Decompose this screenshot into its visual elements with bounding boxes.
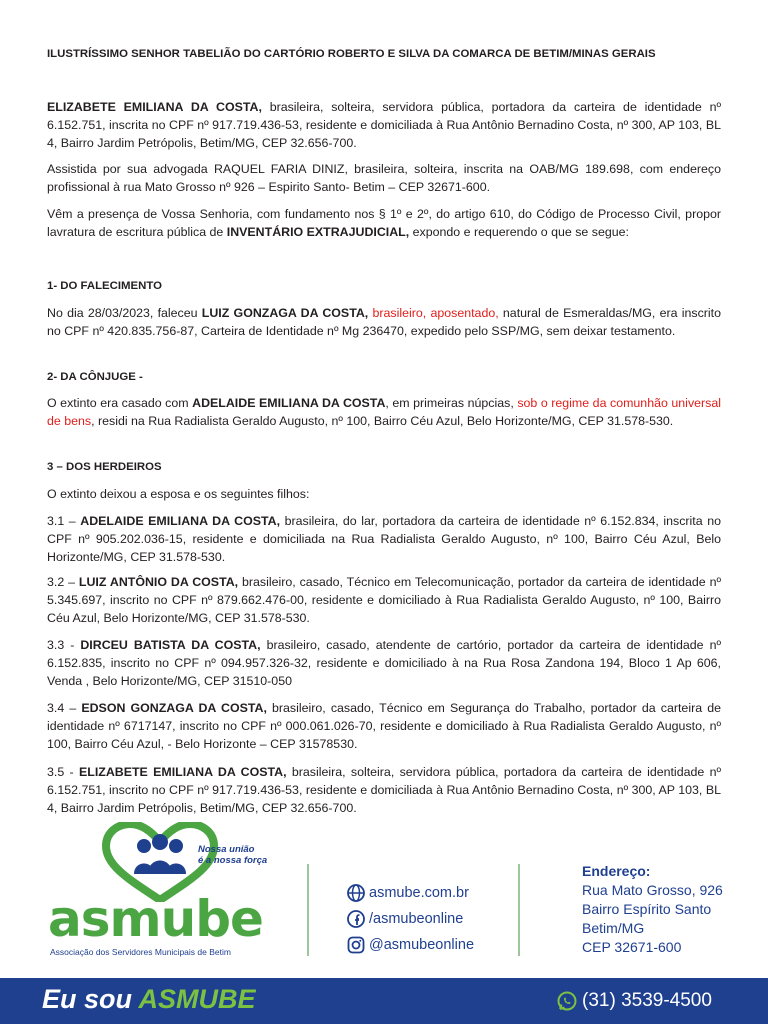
petitioner-name: ELIZABETE EMILIANA DA COSTA, xyxy=(47,100,262,114)
heir-paragraph: 3.3 - DIRCEU BATISTA DA COSTA, brasileiro, casado, atendente de cartório, portador da carteira de identidade nº 6.152.835, inscrito no CPF nº 094.957.326-32, residente e domiciliado à na Rua Rosa Zandona 194, Bloco 1 Ap 606, Venda , Belo Horizonte/MG, CEP 31510-050 xyxy=(47,638,721,688)
section-2-title: 2- DA CÔNJUGE - xyxy=(47,371,143,383)
section-3-title: 3 – DOS HERDEIROS xyxy=(47,461,162,473)
instagram-icon xyxy=(346,935,366,955)
phone-number[interactable]: (31) 3539-4500 xyxy=(556,990,712,1012)
bar-slogan: Eu sou ASMUBE xyxy=(42,984,256,1014)
instagram-link[interactable]: @asmubeonline xyxy=(346,932,474,958)
logo-slogan: Nossa união é a nossa força xyxy=(198,844,268,866)
heir-paragraph: 3.5 - ELIZABETE EMILIANA DA COSTA, brasileira, solteira, servidora pública, portadora da carteira de identidade nº 6.152.751, inscrito no CPF nº 917.719.436-53, residente e domiciliada à Rua Antônio Bernadino Costa, nº 300, AP 103, BL 4, Bairro Jardim Petrópolis, Betim/MG, CEP 32.656-700. xyxy=(47,765,721,815)
asmube-logo xyxy=(40,822,310,972)
section-2-paragraph: O extinto era casado com ADELAIDE EMILIANA DA COSTA, em primeiras núpcias, sob o regime da comunhão universal de bens, residi na Rua Radialista Geraldo Augusto, nº 100, Bairro Céu Azul, Belo Horizonte/MG, CEP 31.578-530. xyxy=(47,396,721,428)
address-label: Endereço: xyxy=(582,863,651,879)
logo-wordmark: asmube xyxy=(48,890,263,948)
section-1-paragraph: No dia 28/03/2023, faleceu LUIZ GONZAGA DA COSTA, brasileiro, aposentado, natural de Esmeraldas/MG, era inscrito no CPF nº 420.835.756-87, Carteira de Identidade nº Mg 236470, expedido pelo SSP/MG, sem deixar testamento. xyxy=(47,306,721,338)
heir-paragraph: 3.4 – EDSON GONZAGA DA COSTA, brasileiro, casado, Técnico em Segurança do Trabalho, portador da carteira de identidade nº 6717147, inscrito no CPF nº 000.061.026-70, residente e domiciliado à Rua Radialista Geraldo Augusto, nº 100, Bairro Céu Azul, - Belo Horizonte – CEP 31578530. xyxy=(47,701,721,751)
letterhead-footer xyxy=(0,816,768,1024)
divider-line xyxy=(518,864,520,956)
divider-line xyxy=(307,864,309,956)
heir-paragraph: 3.1 – ADELAIDE EMILIANA DA COSTA, brasileira, do lar, portadora da carteira de identidade nº 6.152.834, inscrita no CPF nº 905.202.036-15, residente e domiciliada na Rua Radialista Geraldo Augusto, nº 100, Bairro Céu Azul, Belo Horizonte/MG, CEP 31.578-530. xyxy=(47,514,721,564)
lawyer-paragraph: Assistida por sua advogada RAQUEL FARIA DINIZ, brasileira, solteira, inscrita na OAB/MG 189.698, com endereço profissional à rua Mato Grosso nº 926 – Espirito Santo- Betim – CEP 32671-600. xyxy=(47,162,721,194)
whatsapp-icon xyxy=(556,990,578,1012)
website-link[interactable]: asmube.com.br xyxy=(346,880,474,906)
section-3-intro: O extinto deixou a esposa e os seguintes filhos: xyxy=(47,487,310,501)
facebook-icon xyxy=(346,909,366,929)
heir-paragraph: 3.2 – LUIZ ANTÔNIO DA COSTA, brasileiro, casado, Técnico em Telecomunicação, portador da carteira de identidade nº 5.345.697, inscrito no CPF nº 879.662.476-00, residente e domiciliado à Rua Radialista Geraldo Augusto, nº 100, Bairro Céu Azul, Belo Horizonte/MG, CEP 31.578-530. xyxy=(47,575,721,625)
intro-paragraph: ELIZABETE EMILIANA DA COSTA, brasileira, solteira, servidora pública, portadora da carteira de identidade nº 6.152.751, inscrita no CPF nº 917.719.436-53, residente e domiciliada à Rua Antônio Bernadino Costa, nº 300, AP 103, BL 4, Bairro Jardim Petrópolis, Betim/MG, CEP 32.656-700. xyxy=(47,100,721,150)
request-paragraph: Vêm a presença de Vossa Senhoria, com fundamento nos § 1º e 2º, do artigo 610, do Código de Processo Civil, propor lavratura de escritura pública de INVENTÁRIO EXTRAJUDICIAL, expondo e requerendo o que se segue: xyxy=(47,207,721,239)
facebook-link[interactable]: /asmubeonline xyxy=(346,906,474,932)
address-block: Endereço: Rua Mato Grosso, 926 Bairro Espírito Santo Betim/MG CEP 32671-600 xyxy=(582,863,723,955)
section-1-title: 1- DO FALECIMENTO xyxy=(47,280,162,292)
document-heading: ILUSTRÍSSIMO SENHOR TABELIÃO DO CARTÓRIO ROBERTO E SILVA DA COMARCA DE BETIM/MINAS GERAIS xyxy=(47,48,656,60)
logo-subtitle: Associação dos Servidores Municipais de Betim xyxy=(50,947,231,957)
globe-icon xyxy=(346,883,366,903)
footer-bar xyxy=(0,978,768,1024)
contact-list xyxy=(346,880,474,958)
